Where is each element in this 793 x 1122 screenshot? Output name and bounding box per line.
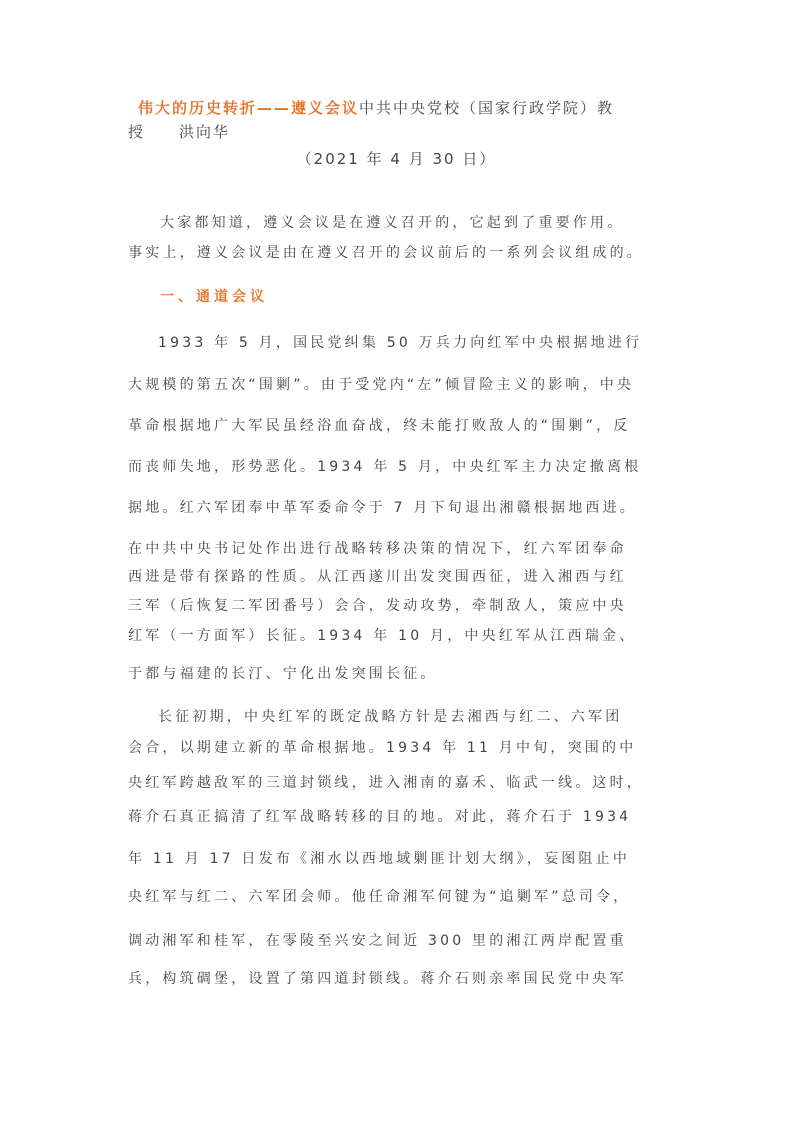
title-rest: 中共中央党校（国家行政学院）教: [359, 99, 615, 117]
paragraph-line: 央红军与红二、六军团会师。他任命湘军何键为“追剿军”总司令，: [128, 889, 631, 905]
paragraph-line: 而丧师失地，形势恶化。1934 年 5 月，中央红军主力决定撤离根: [128, 459, 642, 475]
paragraph-line: 兵，构筑碉堡，设置了第四道封锁线。蒋介石则亲率国民党中央军: [128, 971, 627, 987]
document-title: [128, 96, 688, 144]
paragraph-line: 年 11 月 17 日发布《湘水以西地域剿匪计划大纲》，妄图阻止中: [128, 851, 631, 867]
title-highlight: 伟大的历史转折——遵义会议: [138, 99, 360, 117]
paragraph-line: 蒋介石真正搞清了红军战略转移的目的地。对此，蒋介石于 1934: [128, 809, 632, 825]
paragraph-line: 调动湘军和桂军，在零陵至兴安之间近 300 里的湘江两岸配置重: [128, 933, 627, 949]
paragraph-line: 央红军跨越敌军的三道封锁线，进入湘南的嘉禾、临武一线。这时，: [128, 775, 644, 791]
intro-line: 事实上，遵义会议是由在遵义召开的会议前后的一系列会议组成的。: [128, 245, 644, 261]
paragraph-line: 在中共中央书记处作出进行战略转移决策的情况下，红六军团奉命: [128, 541, 627, 557]
intro-line: 大家都知道，遵义会议是在遵义召开的，它起到了重要作用。: [160, 215, 625, 231]
paragraph-line: 红军（一方面军）长征。1934 年 10 月，中央红军从江西瑞金、: [128, 628, 637, 644]
paragraph-line: 长征初期，中央红军的既定战略方针是去湘西与红二、六军团: [158, 709, 623, 725]
paragraph-line: 1933 年 5 月，国民党纠集 50 万兵力向红军中央根据地进行: [158, 335, 643, 351]
paragraph-line: 西进是带有探路的性质。从江西遂川出发突围西征，进入湘西与红: [128, 569, 627, 585]
section-heading: 一、通道会议: [160, 289, 268, 305]
paragraph-line: 会合，以期建立新的革命根据地。1934 年 11 月中旬，突围的中: [128, 740, 637, 756]
paragraph-line: 革命根据地广大军民虽经浴血奋战，终未能打败敌人的“围剿”，反: [128, 418, 631, 434]
paragraph-line: 据地。红六军团奉中革军委命令于 7 月下旬退出湘赣根据地西进。: [128, 500, 638, 516]
document-date: （2021 年 4 月 30 日）: [296, 150, 497, 168]
paragraph-line: 三军（后恢复二军团番号）会合，发动攻势，牵制敌人，策应中央: [128, 598, 627, 614]
paragraph-line: 大规模的第五次“围剿”。由于受党内“左”倾冒险主义的影响，中央: [128, 377, 635, 393]
paragraph-line: 于都与福建的长汀、宁化出发突围长征。: [128, 666, 438, 682]
title-author: 授 洪向华: [128, 123, 231, 141]
